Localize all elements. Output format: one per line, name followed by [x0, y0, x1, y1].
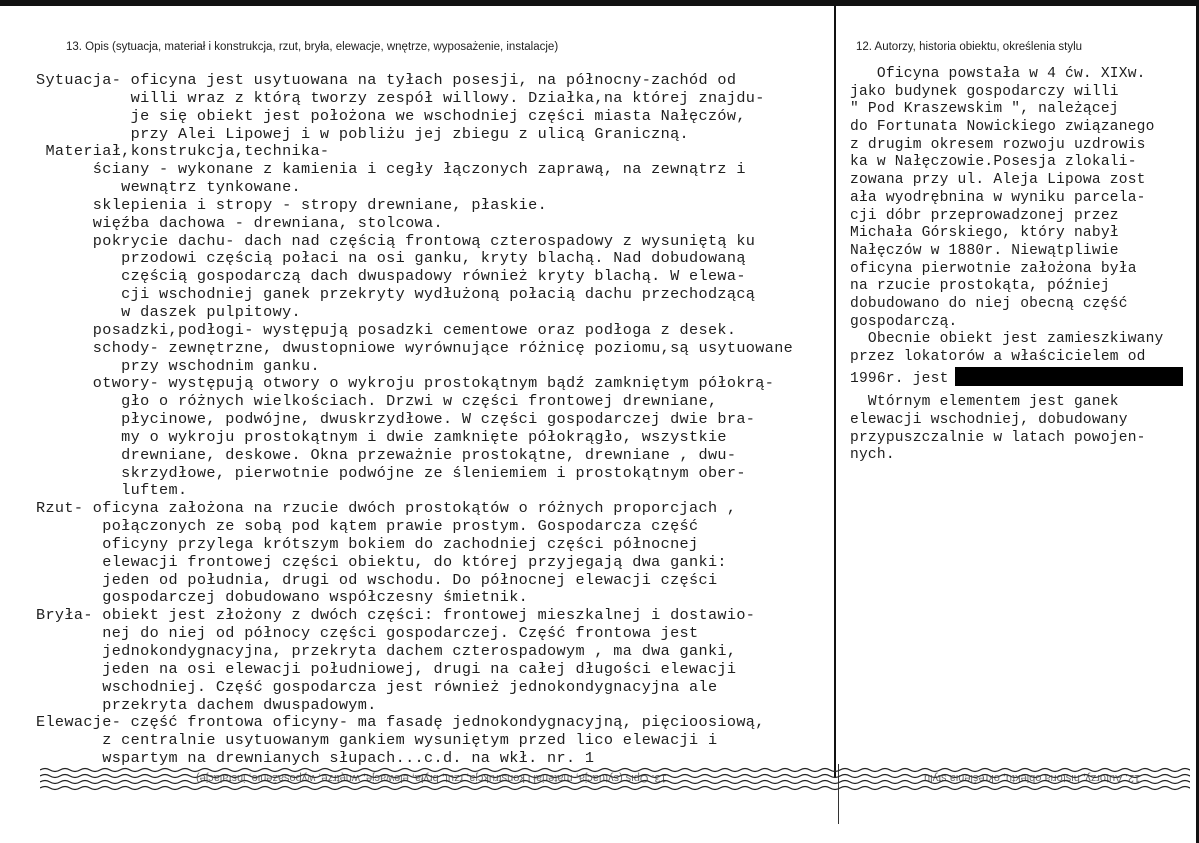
section-12-header: 12. Autorzy, historia obiektu, określenia stylu: [856, 41, 1083, 53]
description-line: częścią gospodarczą dach dwuspadowy również kryty blachą. W elewa-: [36, 267, 746, 286]
description-line: oficyny przylega krótszym bokiem do zachodniej części północnej: [36, 534, 699, 553]
history-line: [850, 243, 1196, 261]
description-line: przekryta dachem dwuspadowym.: [36, 695, 377, 714]
description-line: w daszek pulpitowy.: [36, 302, 301, 321]
history-line: [850, 278, 1196, 296]
description-text-block: [36, 72, 836, 768]
redaction-bar: [955, 367, 1183, 386]
description-line: wewnątrz tynkowane.: [36, 178, 301, 197]
description-line: je się obiekt jest położona we wschodniej części miasta Nałęczów,: [36, 106, 746, 125]
wavy-line: [40, 787, 1190, 790]
description-line: cji wschodniej ganek przekryty wydłużoną połacią dachu przechodzącą: [36, 285, 756, 304]
top-edge: [0, 0, 1199, 6]
history-line-text: Obecnie obiekt jest zamieszkiwany: [850, 331, 1164, 348]
description-line: więźba dachowa - drewniana, stolcowa.: [36, 213, 443, 232]
history-line-text: dobudowano do niej obecną część: [850, 295, 1128, 312]
history-line: nych.: [850, 447, 895, 464]
history-line: [850, 66, 1196, 84]
mirrored-header-12: 12. Autorzy, historia obiektu, określenia stylu: [924, 772, 1141, 784]
description-line: jeden od południa, drugi od wschodu. Do północnej elewacji części: [36, 570, 718, 589]
description-line: Bryła- obiekt jest złożony z dwóch części: frontowej mieszkalnej i dostawio-: [36, 606, 756, 625]
description-line: wspartym na drewnianych słupach...c.d. na wkł. nr. 1: [36, 749, 595, 768]
history-line: [850, 261, 1196, 279]
mirrored-header-13: 13. Opis (sytuacja, materiał i konstrukcja, rzut, bryła, elewacje, wnętrze, wyposażenie, instalacje): [196, 772, 667, 784]
description-line: pokrycie dachu- dach nad częścią frontową czterospadowy z wysuniętą ku: [36, 231, 756, 250]
description-line: otwory- występują otwory o wykroju prostokątnym bądź zamkniętym półokrą-: [36, 374, 775, 393]
history-line-text: jako budynek gospodarczy willi: [850, 83, 1119, 100]
description-line: z centralnie usytuowanym gankiem wysuniętym przed lico elewacji i: [36, 731, 718, 750]
history-line: [850, 119, 1196, 137]
history-line: elewacji wschodniej, dobudowany: [850, 412, 1128, 429]
history-line-text: cji dóbr przeprowadzonej przez: [850, 207, 1119, 224]
description-line: schody- zewnętrzne, dwustopniowe wyrównujące różnicę poziomu,są usytuowane: [36, 338, 794, 357]
history-line: [850, 314, 1196, 332]
history-line-text: ała wyodrębnina w wyniku parcela-: [850, 189, 1146, 206]
history-line-text: z drugim okresem rozwoju uzdrowis: [850, 136, 1146, 153]
history-line: [850, 137, 1196, 155]
description-line: skrzydłowe, pierwotnie podwójne ze śleniemiem i prostokątnym ober-: [36, 463, 746, 482]
description-line: gło o różnych wielkościach. Drzwi w części frontowej drewniane,: [36, 392, 718, 411]
description-line: elewacji frontowej części obiektu, do której przyjegają dwa ganki:: [36, 552, 727, 571]
history-line: [850, 154, 1196, 172]
description-line: przodowi częścią połaci na osi ganku, kryty blachą. Nad dobudowaną: [36, 249, 746, 268]
history-line: [850, 367, 1196, 385]
description-line: płycinowe, podwójne, dwuskrzydłowe. W części gospodarczej dwie bra-: [36, 410, 756, 429]
description-line: gospodarczej dobudowano współczesny śmietnik.: [36, 588, 529, 607]
description-line: posadzki,podłogi- występują posadzki cementowe oraz podłoga z desek.: [36, 320, 737, 339]
history-line: przypuszczalnie w latach powojen-: [850, 429, 1146, 446]
history-line: [850, 349, 1196, 367]
description-line: jednokondygnacyjna, przekryta dachem czterospadowym , ma dwa ganki,: [36, 642, 737, 660]
description-line: przy Alei Lipowej i w pobliżu jej zbiegu z ulicą Graniczną.: [36, 124, 690, 143]
history-line-text: gospodarczą.: [850, 313, 958, 330]
description-line: Sytuacja- oficyna jest usytuowana na tyłach posesji, na północny-zachód od: [36, 71, 737, 89]
description-line: wschodniej. Część gospodarcza jest również jednokondygnacyjna ale: [36, 677, 718, 696]
history-line-text: Nałęczów w 1880r. Niewątpliwie: [850, 242, 1119, 259]
history-line: [850, 331, 1196, 349]
description-line: Materiał,konstrukcja,technika-: [36, 142, 330, 161]
history-line-text: zowana przy ul. Aleja Lipowa zost: [850, 172, 1146, 189]
description-line: ściany - wykonane z kamienia i cegły łączonych zaprawą, na zewnątrz i: [36, 160, 746, 179]
history-line-text: Michała Górskiego, który nabył: [850, 225, 1119, 242]
history-line-text: na rzucie prostokąta, później: [850, 278, 1110, 295]
history-line-text: przez lokatorów a właścicielem od: [850, 349, 1146, 365]
history-text-block: [850, 66, 1196, 465]
description-line: nej do niej od północy części gospodarczej. Część frontowa jest: [36, 624, 699, 643]
description-line: Rzut- oficyna założona na rzucie dwóch prostokątów o różnych proporcjach ,: [36, 499, 737, 518]
description-line: willi wraz z którą tworzy zespół willowy. Działka,na której znajdu-: [36, 88, 765, 107]
history-line: [850, 101, 1196, 119]
history-line: [850, 225, 1196, 243]
section-13-header: 13. Opis (sytuacja, materiał i konstrukcja, rzut, bryła, elewacje, wnętrze, wyposażenie, instalacje): [66, 41, 559, 53]
history-line-text: Oficyna powstała w 4 ćw. XIXw.: [850, 66, 1146, 82]
history-line: [850, 190, 1196, 208]
description-line: sklepienia i stropy - stropy drewniane, płaskie.: [36, 195, 548, 214]
history-line-text: ka w Nałęczowie.Posesja zlokali-: [850, 154, 1137, 171]
description-line: my o wykroju prostokątnym i dwie zamknięte półokrągło, wszystkie: [36, 427, 727, 446]
history-line: [850, 208, 1196, 226]
description-line: jeden na osi elewacji południowej, drugi na całej długości elewacji: [36, 659, 737, 678]
description-line: drewniane, deskowe. Okna przeważnie prostokątne, drewniane , dwu-: [36, 445, 737, 464]
history-line-text: 1996r. jest: [850, 370, 949, 387]
history-line: [850, 172, 1196, 190]
history-line-text: do Fortunata Nowickiego związanego: [850, 119, 1155, 136]
history-line-text: " Pod Kraszewskim ", należącej: [850, 101, 1119, 118]
description-line: przy wschodnim ganku.: [36, 356, 320, 375]
history-line: [850, 296, 1196, 314]
history-line: Wtórnym elementem jest ganek: [850, 394, 1119, 411]
description-line: luftem.: [36, 481, 188, 500]
history-line-text: oficyna pierwotnie założona była: [850, 260, 1137, 277]
history-line: [850, 84, 1196, 102]
description-line: Elewacje- część frontowa oficyny- ma fasadę jednokondygnacyjną, pięcioosiową,: [36, 713, 765, 732]
description-line: połączonych ze sobą pod kątem prawie prostym. Gospodarcza część: [36, 517, 699, 536]
